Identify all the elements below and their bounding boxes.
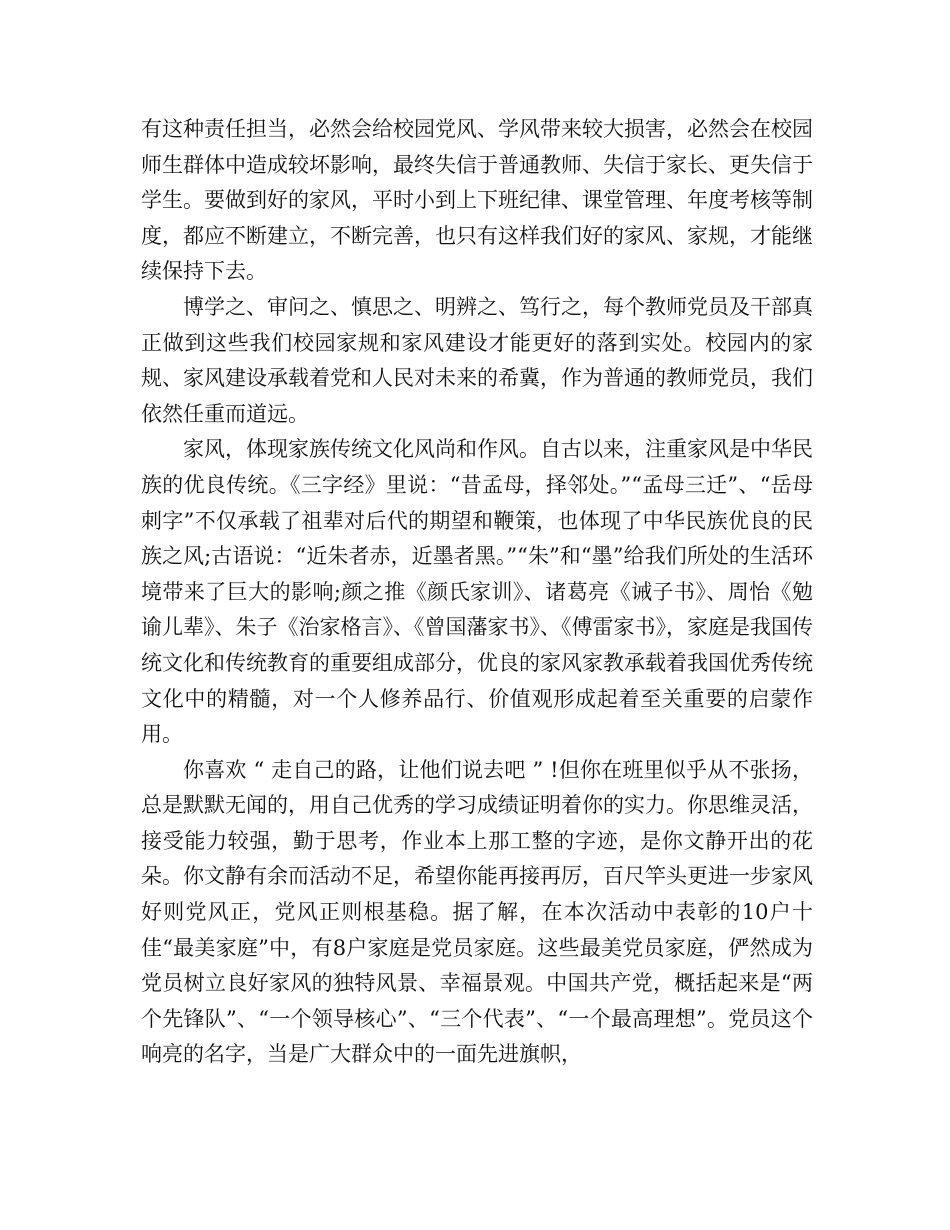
paragraph-1: 有这种责任担当，必然会给校园党风、学风带来较大损害，必然会在校园师生群体中造成较坏影响，最终失信于普通教师、失信于家长、更失信于学生。要做到好的家风，平时小到上下班纪律、课堂管理、年度考核等制度，都应不断建立，不断完善，也只有这样我们好的家风、家规，才能继续保持下去。 (141, 117, 813, 284)
paragraph-4: 你喜欢 “ 走自己的路，让他们说去吧 ” !但你在班里似乎从不张扬，总是默默无闻的，用自己优秀的学习成绩证明着你的实力。你思维灵活，接受能力较强，勤于思考，作业本上那工整的字迹，是你文静开出的花朵。你文静有余而活动不足，希望你能再接再厉，百尺竿头更进一步家风好则党风正，党风正则根基稳。据了解，在本次活动中表彰的10户十佳“最美家庭”中，有8户家庭是党员家庭。这些最美党员家庭，俨然成为党员树立良好家风的独特风景、幸福景观。中国共产党，概括起来是“两个先锋队”、“一个领导核心”、“三个代表”、“一个最高理想”。党员这个响亮的名字，当是广大群众中的一面先进旗帜， (141, 757, 813, 1067)
document-body (141, 112, 813, 1073)
paragraph-3: 家风，体现家族传统文化风尚和作风。自古以来，注重家风是中华民族的优良传统。《三字经》里说：“昔孟母，择邻处。”“孟母三迁”、“岳母刺字”不仅承载了祖辈对后代的期望和鞭策，也体现了中华民族优良的民族之风;古语说：“近朱者赤，近墨者黑。”“朱”和“墨”给我们所处的生活环境带来了巨大的影响;颜之推《颜氏家训》、诸葛亮《诫子书》、周怡《勉谕儿辈》、朱子《治家格言》、《曾国藩家书》、《傅雷家书》，家庭是我国传统文化和传统教育的重要组成部分，优良的家风家教承载着我国优秀传统文化中的精髓，对一个人修养品行、价值观形成起着至关重要的启蒙作用。 (141, 437, 813, 747)
paragraph-2: 博学之、审问之、慎思之、明辨之、笃行之，每个教师党员及干部真正做到这些我们校园家规和家风建设才能更好的落到实处。校园内的家规、家风建设承载着党和人民对未来的希冀，作为普通的教师党员，我们依然任重而道远。 (141, 294, 813, 426)
